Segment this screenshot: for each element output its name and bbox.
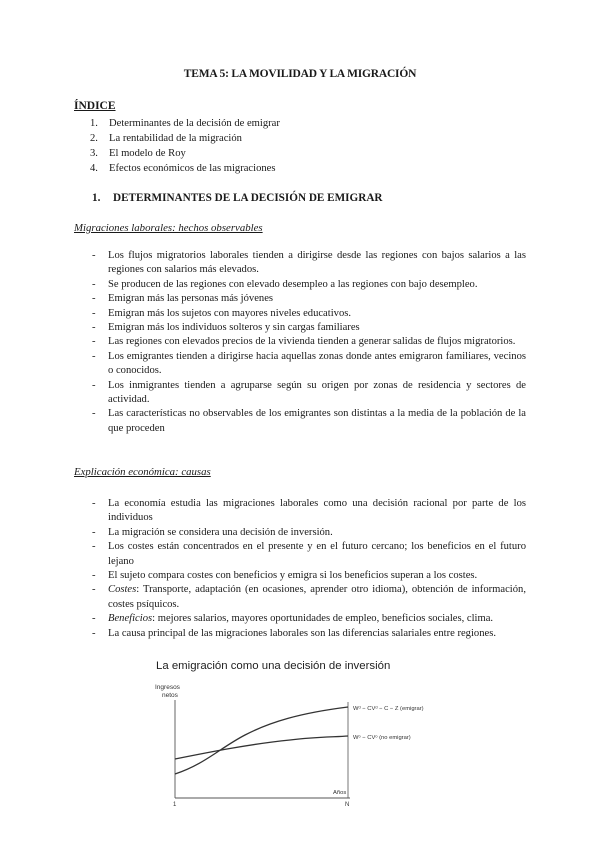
x-end-label: N [345, 802, 350, 808]
list-item: - Emigran más los individuos solteros y sin cargas familiares [92, 322, 360, 334]
bullet-list-causas [92, 497, 526, 641]
index-list [90, 116, 280, 176]
index-heading: ÍNDICE [74, 100, 116, 112]
list-item: - Los inmigrantes tienden a agruparse según su origen por zonas de residencia y sectores de actividad. [92, 379, 526, 406]
list-item: - La economía estudia las migraciones laborales como una decisión racional por parte de los individuos [92, 498, 526, 524]
label-emigrar: Wᵈ − CVᵈ − C − Z (emigrar) [353, 706, 424, 712]
list-item: - Beneficios: mejores salarios, mayores oportunidades de empleo, beneficios sociales, clima. [92, 613, 494, 625]
list-item: - La migración se considera una decisión de inversión. [92, 526, 333, 538]
subheading-causas: Explicación económica: causas [74, 466, 211, 478]
index-item: 1. Determinantes de la decisión de emigrar [90, 118, 280, 129]
section-heading: 1. DETERMINANTES DE LA DECISIÓN DE EMIGRAR [92, 192, 383, 204]
list-item: - Los costes están concentrados en el presente y en el futuro cercano; los beneficios en el futuro lejano [92, 541, 526, 567]
index-item: 3. El modelo de Roy [90, 148, 186, 159]
list-item: - Los emigrantes tienden a dirigirse hacia aquellas zonas donde antes emigraron familiares, vecinos o conocidos. [92, 350, 526, 377]
figure-ylabel-1: Ingresos [155, 684, 180, 691]
investment-figure [150, 660, 460, 810]
bullet-list-hechos [92, 249, 526, 436]
curve-no-emigrar [175, 736, 348, 759]
list-item: - Se producen de las regiones con elevado desempleo a las regiones con bajo desempleo. [92, 278, 478, 290]
list-item: - El sujeto compara costes con beneficios y emigra si los beneficios superan a los costes. [92, 570, 478, 582]
figure-svg [150, 660, 460, 810]
list-item: - Costes: Transporte, adaptación (en ocasiones, aprender otro idioma), obtención de información, costes psíquicos. [92, 584, 526, 610]
page-title: TEMA 5: LA MOVILIDAD Y LA MIGRACIÓN [183, 68, 417, 80]
list-item: - Emigran más las personas más jóvenes [92, 293, 274, 305]
label-no-emigrar: Wᵒ − CVᵒ (no emigrar) [353, 735, 411, 741]
figure-title: La emigración como una decisión de inversión [156, 660, 391, 672]
list-item: - Las características no observables de los emigrantes son distintas a la media de la población de la que proceden [92, 408, 526, 434]
list-item: - Las regiones con elevados precios de la vivienda tienden a generar salidas de flujos migratorios. [92, 336, 516, 348]
list-item: - Emigran más los sujetos con mayores niveles educativos. [92, 307, 352, 319]
figure-ylabel-2: netos [162, 692, 178, 699]
index-item: 4. Efectos económicos de las migraciones [90, 163, 276, 174]
x-axis-label: Años [333, 790, 347, 796]
curve-emigrar [175, 707, 348, 774]
subheading-hechos: Migraciones laborales: hechos observables [74, 222, 263, 234]
list-item: - La causa principal de las migraciones laborales son las diferencias salariales entre regiones. [92, 627, 496, 639]
list-item: - Los flujos migratorios laborales tienden a dirigirse desde las regiones con bajos salarios a las regiones con salarios más elevados. [92, 250, 526, 276]
index-item: 2. La rentabilidad de la migración [90, 133, 242, 144]
x-start-label: 1 [173, 802, 177, 808]
